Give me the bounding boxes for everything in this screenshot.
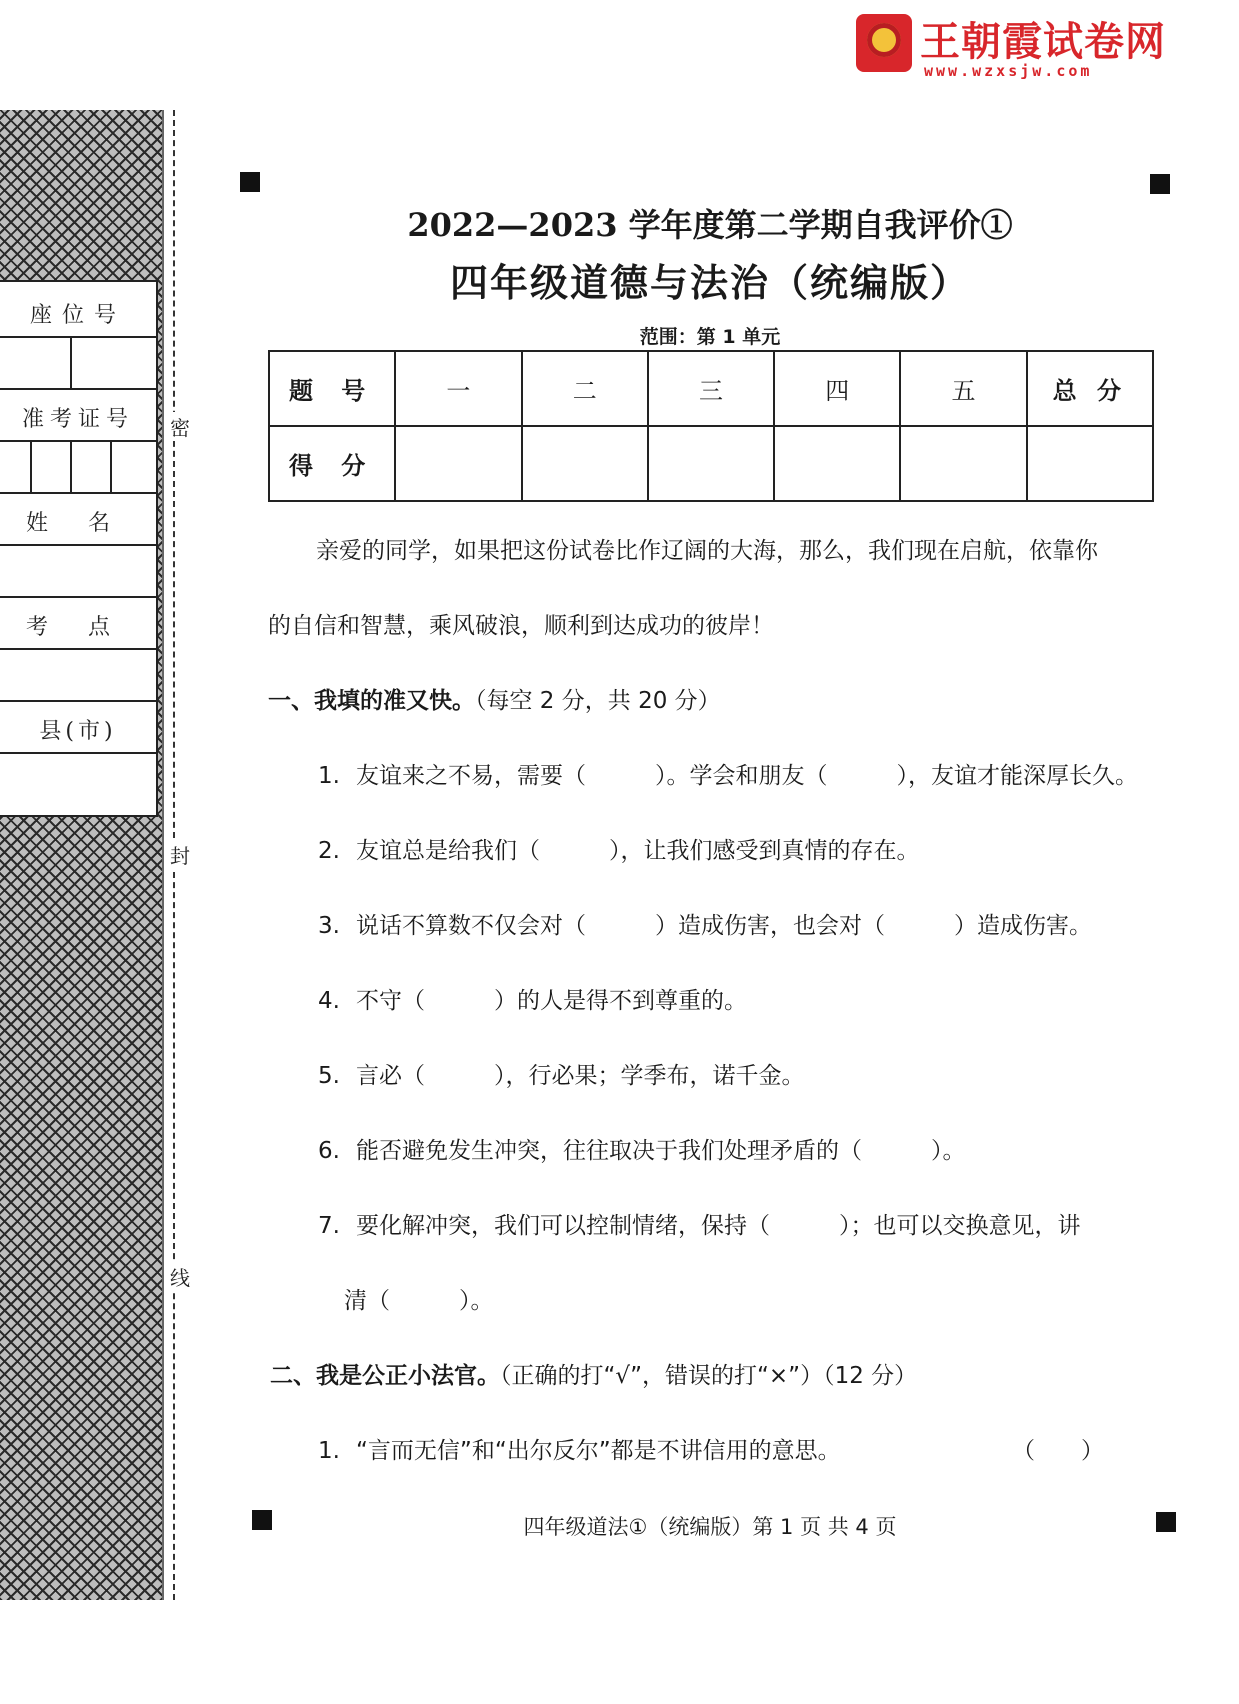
registration-mark [1156, 1512, 1176, 1532]
question-1-6 [318, 1132, 966, 1165]
score-cell[interactable] [395, 426, 521, 501]
watermark-brand: 王朝霞试卷网 [920, 19, 1166, 65]
score-col-4: 四 [774, 351, 900, 426]
section-2-title: 二、我是公正小法官。 [270, 1363, 500, 1389]
question-text: 能否避免发生冲突，往往取决于我们处理矛盾的（ ）。 [356, 1138, 966, 1164]
registration-mark [252, 1510, 272, 1530]
seal-icon [856, 14, 912, 72]
exam-site-label: 考点 [25, 615, 150, 640]
score-cell[interactable] [522, 426, 648, 501]
question-1-3 [318, 907, 1092, 940]
exam-scope: 范围：第 1 单元 [639, 326, 781, 348]
question-number: 2. [318, 838, 340, 864]
question-1-7-continued: 清（ ）。 [344, 1288, 494, 1314]
question-text: 友谊总是给我们（ ），让我们感受到真情的存在。 [356, 838, 920, 864]
score-col-total: 总 分 [1027, 351, 1153, 426]
registration-mark [240, 172, 260, 192]
section-2-note: （正确的打“√”，错误的打“×”）（12 分） [500, 1363, 918, 1389]
score-label: 得 分 [269, 426, 395, 501]
question-1-1 [318, 757, 1138, 790]
watermark-logo [856, 10, 1168, 80]
question-2-1 [318, 1432, 841, 1465]
page-footer: 四年级道法①（统编版）第 1 页 共 4 页 [523, 1515, 897, 1539]
exam-id-label: 准考证号 [21, 407, 134, 432]
question-text: 友谊来之不易，需要（ ）。学会和朋友（ ），友谊才能深厚长久。 [356, 763, 1138, 789]
question-1-7 [318, 1207, 1081, 1240]
seat-number-label: 座位号 [29, 303, 126, 328]
section-2-heading [270, 1357, 917, 1390]
question-number: 4. [318, 988, 340, 1014]
question-1-4 [318, 982, 747, 1015]
score-col-3: 三 [648, 351, 774, 426]
score-cell[interactable] [648, 426, 774, 501]
question-number: 3. [318, 913, 340, 939]
question-number: 1. [318, 1438, 340, 1464]
registration-mark [1150, 174, 1170, 194]
question-number: 6. [318, 1138, 340, 1164]
exam-title: 2022—2023 学年度第二学期自我评价① [407, 206, 1013, 244]
question-text: 说话不算数不仅会对（ ）造成伤害，也会对（ ）造成伤害。 [356, 913, 1092, 939]
score-table [268, 350, 1154, 502]
intro-line-1: 亲爱的同学，如果把这份试卷比作辽阔的大海，那么，我们现在启航，依靠你 [316, 538, 1098, 564]
watermark-url: www.wzxsjw.com [924, 62, 1093, 80]
section-1-heading [268, 682, 721, 715]
exam-subject: 四年级道德与法治（统编版） [449, 260, 970, 305]
answer-blank[interactable]: （ ） [1012, 1438, 1104, 1464]
question-text: 言必（ ），行必果；学季布，诺千金。 [356, 1063, 805, 1089]
cut-mark-seal: 密 [166, 412, 194, 441]
question-number: 7. [318, 1213, 340, 1239]
score-table-header-row [269, 351, 1153, 426]
score-col-1: 一 [395, 351, 521, 426]
name-label: 姓名 [25, 511, 150, 536]
question-number: 1. [318, 763, 340, 789]
student-info-box [0, 280, 158, 817]
score-cell[interactable] [900, 426, 1026, 501]
intro-line-2: 的自信和智慧，乘风破浪，顺利到达成功的彼岸！ [268, 613, 774, 639]
score-col-2: 二 [522, 351, 648, 426]
question-1-5 [318, 1057, 805, 1090]
section-1-note: （每空 2 分，共 20 分） [475, 688, 721, 714]
cut-mark-line: 线 [166, 1262, 194, 1291]
question-number-label: 题 号 [269, 351, 395, 426]
section-1-title: 一、我填的准又快。 [268, 688, 475, 714]
question-text: “言而无信”和“出尔反尔”都是不讲信用的意思。 [356, 1438, 841, 1464]
question-number: 5. [318, 1063, 340, 1089]
score-cell-total[interactable] [1027, 426, 1153, 501]
question-text: 要化解冲突，我们可以控制情绪，保持（ ）；也可以交换意见，讲 [356, 1213, 1081, 1239]
question-1-2 [318, 832, 920, 865]
question-text: 不守（ ）的人是得不到尊重的。 [356, 988, 747, 1014]
county-label: 县(市) [39, 719, 117, 744]
cut-mark-sealed: 封 [166, 840, 194, 869]
score-table-score-row [269, 426, 1153, 501]
score-cell[interactable] [774, 426, 900, 501]
score-col-5: 五 [900, 351, 1026, 426]
